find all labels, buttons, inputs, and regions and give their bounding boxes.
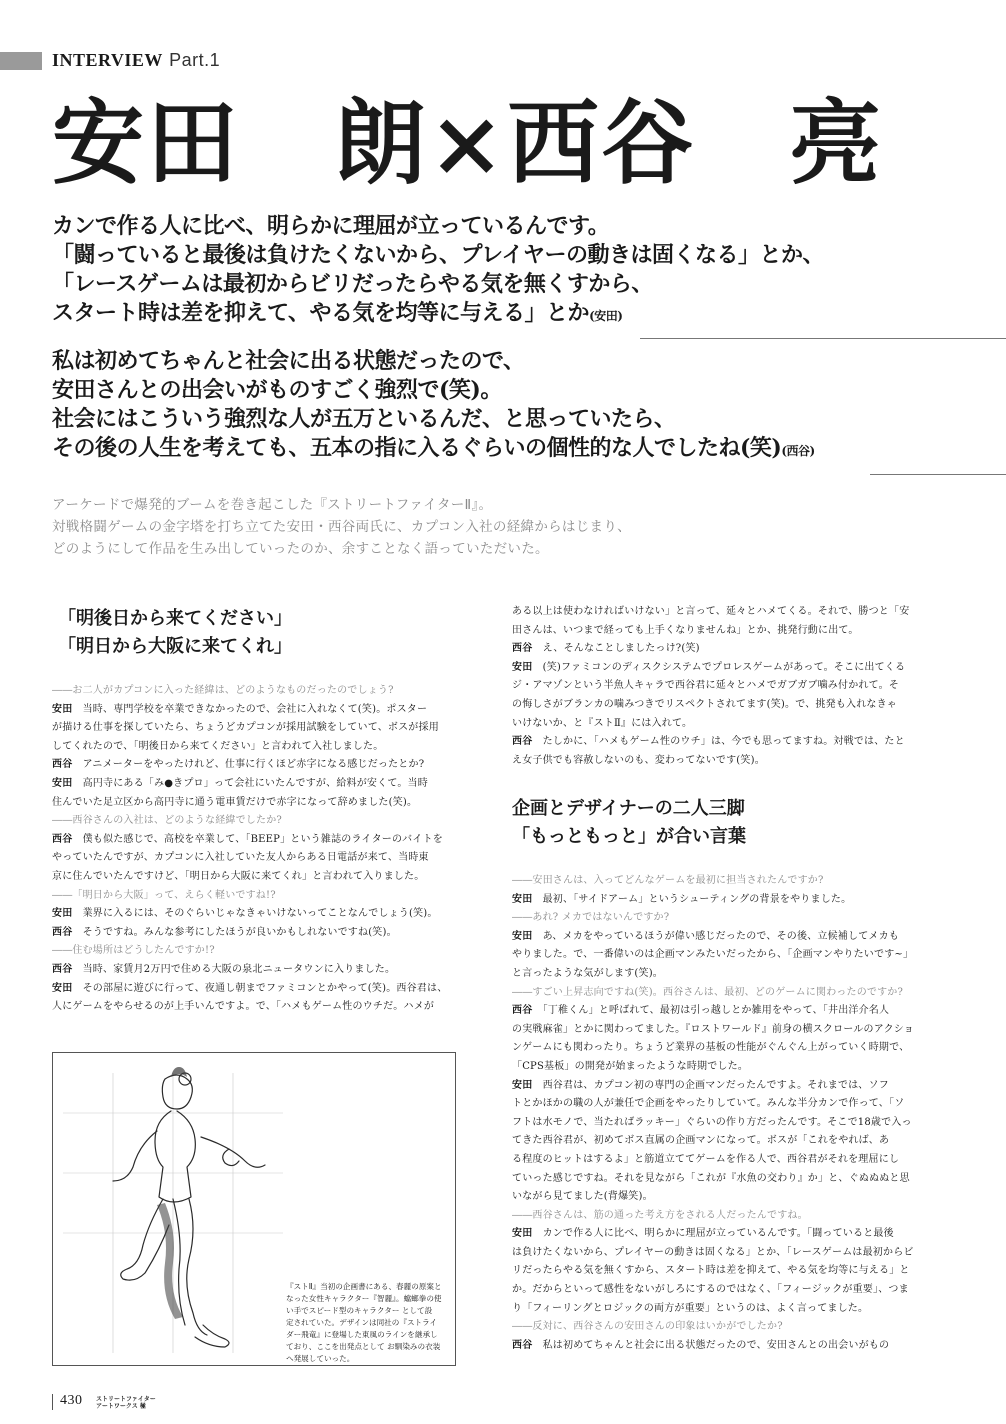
continuation-line: り「フィーリングとロジックの両方が重要」というのは、よく言ってました。 (512, 1302, 869, 1314)
speaker-name: 安田 (52, 777, 83, 789)
section-label (52, 50, 220, 71)
continuation-line: が描ける仕事を探していたら、ちょうどカプコンが採用試験をしていて、ボスが採用 (52, 722, 439, 734)
speaker-name: 西谷 (52, 759, 83, 771)
continuation-line: ンゲームにも関わったり。ちょうど業界の基板の性能がぐんぐん上がっていく時期で、 (512, 1042, 910, 1054)
caption-line: ダー飛竜』に登場した東風のラインを継承し (286, 1330, 438, 1339)
speaker-text: 僕も似た感じで、高校を卒業して、「BEEP」という雑誌のライターのバイトを (82, 833, 443, 845)
speaker-name: 安田 (512, 1228, 543, 1240)
continuation-line: ていった感じですね。それを見ながら「これが『水魚の交わり』か」と、ぐぬぬぬと思 (512, 1172, 910, 1184)
continuation-line: やりました。で、一番偉いのは企画マンみたいだったから、「企画マンやりたいです~」 (512, 949, 914, 961)
interview-body-right-top (512, 603, 916, 770)
interviewer-question: ――お二人がカプコンに入った経緯は、どのようなものだったのでしょう? (52, 685, 394, 696)
speaker-text: 私は初めてちゃんと社会に出る状態だったので、安田さんとの出会いがもの (542, 1339, 890, 1351)
interviewer-question: ――住む場所はどうしたんですか!? (52, 945, 215, 957)
continuation-line: 「CPS基板」の開発が始まったような時期でした。 (512, 1060, 749, 1072)
section-part: Part.1 (169, 50, 221, 70)
speaker-line (512, 1225, 916, 1244)
speaker-line (512, 659, 916, 678)
divider-rule (870, 474, 1006, 475)
speaker-text: 西谷君は、カプコン初の専門の企画マンだったんですよ。それまでは、ソフ (542, 1079, 889, 1091)
speaker-name: 西谷 (52, 833, 83, 845)
quote-line: 「レースゲームは最初からビリだったらやる気を無くすから、 (52, 271, 653, 297)
header-accent-bar (0, 52, 42, 70)
quote-line: 安田さんとの出会いがものすごく強烈で(笑)。 (52, 377, 502, 403)
continuation-line: ある以上は使わなければいけない」と言って、延々とハメてくる。それで、勝つと「安 (512, 606, 910, 617)
speaker-name: 西谷 (512, 1339, 543, 1351)
speaker-name: 安田 (512, 1079, 543, 1091)
speaker-name: 安田 (52, 982, 83, 994)
speaker-line (512, 1002, 916, 1021)
continuation-line: 人にゲームをやらせるのが上手いんですよ。で、「ハメもゲーム性のウチだ。ハメが (52, 1001, 435, 1013)
continuation-line: 田さんは、いつまで経っても上手くなりませんね」とか、挑発行動に出て。 (512, 624, 859, 636)
interview-body-left (52, 682, 456, 1017)
continuation-line: リだったらやる気を無くすから、スタート時は差を抑えて、やる気を均等に与える」と (512, 1265, 910, 1277)
continuation-line: え女子供でも容赦しないのも、変わってないです(笑)。 (512, 754, 765, 766)
interviewer-question: ――あれ? メカではないんですか? (512, 912, 670, 924)
continuation-line: の実戦麻雀」とかに関わってました。『ロストワールド』前身の横スクロールのアクショ (512, 1023, 914, 1035)
pull-quote-nishitani (52, 347, 815, 466)
speaker-text: あ、メカをやっているほうが偉い感じだったので、その後、立候補してメカも (542, 930, 900, 942)
quote-attribution: (安田) (589, 309, 623, 323)
speaker-text: カンで作る人に比べ、明らかに理屈が立っているんです。「闘っていると最後 (542, 1228, 894, 1240)
speaker-name: 安田 (52, 908, 83, 920)
caption-line: へ発展していった。 (286, 1354, 355, 1363)
continuation-line: は負けたくないから、プレイヤーの動きは固くなる」とか、「レースゲームは最初からビ (512, 1246, 914, 1258)
speaker-text: たしかに、「ハメもゲーム性のウチ」は、今でも思ってますね。対戦では、たと (542, 736, 905, 748)
pull-quote-yasuda (52, 212, 824, 331)
speaker-text: 業界に入るには、そのぐらいじゃなきゃいけないってことなんでしょう(笑)。 (82, 908, 438, 920)
quote-line-last (52, 299, 824, 331)
continuation-line: ジ・アマゾンという半魚人キャラで西谷君に延々とハメでガブガブ噛み付かれて。そ (512, 680, 899, 692)
quote-line: カンで作る人に比べ、明らかに理屈が立っているんです。 (52, 213, 610, 239)
quote-line: 「闘っていると最後は負けたくないから、プレイヤーの動きは固くなる」とか、 (52, 242, 825, 268)
interviewer-question: ――反対に、西谷さんの安田さんの印象はいかがでしたか? (512, 1321, 783, 1333)
heading-line: 「明日から大阪に来てくれ」 (58, 636, 292, 657)
speaker-name: 西谷 (52, 926, 83, 938)
continuation-line: 京に住んでいたんですけど、「明日から大阪に来てくれ」と言われて入りました。 (52, 870, 425, 882)
figure-caption (286, 1281, 454, 1365)
page-title: 安田 朗×西谷 亮 (52, 89, 884, 197)
quote-line-last (52, 434, 815, 466)
interviewer-question: ――すごい上昇志向ですね(笑)。西谷さんは、最初、どのゲームに関わったのですか? (512, 986, 904, 998)
heading-line: 「明後日から来てください」 (58, 608, 292, 629)
speaker-name: 西谷 (52, 963, 83, 975)
caption-line: 『ストⅡ』当初の企画書にある、春麗の原案と (286, 1282, 442, 1291)
continuation-line: フトは水モノで、当たればラッキー」ぐらいの作り方だったんです。そこで18歳で入っ (512, 1116, 912, 1128)
book-title-line: ストリートファイター (96, 1396, 156, 1403)
speaker-text: 当時、専門学校を卒業できなかったので、会社に入れなくて(笑)。ポスター (82, 703, 428, 715)
continuation-line: 住んでいた足立区から高円寺に通う電車賃だけで赤字になって辞めました(笑)。 (52, 796, 418, 808)
speaker-line (512, 928, 916, 947)
section-heading-2 (512, 795, 746, 851)
heading-line: 企画とデザイナーの二人三脚 (512, 798, 745, 819)
caption-line: い手でスピード型のキャラクター として設 (286, 1306, 433, 1315)
quote-line: 社会にはこういう強烈な人が五万といるんだ、と思っていたら、 (52, 406, 676, 432)
interviewer-question: ――「明日から大阪」って、えらく軽いですね!? (52, 889, 276, 901)
page-number: 430 (60, 1393, 83, 1408)
continuation-line: か。だからといって感性をないがしろにするのではなく、「フィージックが重要」、つま (512, 1284, 909, 1296)
continuation-line: やっていたんですが、カプコンに入社していた友人からある日電話が来て、当時東 (52, 852, 429, 864)
caption-line: 定されていた。デザインは同社の『ストライ (286, 1318, 438, 1327)
lead-paragraph (52, 494, 631, 560)
speaker-text: 最初、「サイドアーム」というシューティングの背景をやりました。 (542, 893, 852, 905)
lead-line: アーケードで爆発的ブームを巻き起こした『ストリートファイターⅡ』。 (52, 497, 493, 513)
speaker-line (52, 980, 456, 999)
speaker-line (52, 775, 456, 794)
quote-attribution: (西谷) (781, 444, 815, 458)
speaker-text: アニメーターをやったけれど、仕事に行くほど赤字になる感じだったとか? (82, 759, 425, 771)
divider-rule (640, 338, 1006, 339)
interviewer-question: ――西谷さんは、筋の通った考え方をされる人だったんですね。 (512, 1209, 808, 1221)
running-footer-title (96, 1396, 156, 1410)
speaker-line (52, 831, 456, 850)
speaker-line (512, 640, 916, 659)
continuation-line: いけないか、と『ストⅡ』には入れて。 (512, 717, 693, 729)
continuation-line: の悔しさがブランカの噛みつきでリスペクトされてます(笑)。で、挑発も入れなきゃ (512, 698, 898, 710)
continuation-line: トとかほかの職の人が兼任で企画をやったりしていて。みんな半分カンで作って、「ソ (512, 1098, 905, 1110)
speaker-name: 安田 (52, 703, 83, 715)
lead-line: どのようにして作品を生み出していったのか、余すことなく語っていただいた。 (52, 541, 549, 557)
speaker-line (52, 756, 456, 775)
speaker-line (52, 701, 456, 720)
continuation-line: る程度のヒットはするよ」と筋道立ててゲームを作る人で、西谷君がそれを理屈にし (512, 1153, 900, 1165)
lead-line: 対戦格闘ゲームの金字塔を打ち立てた安田・西谷両氏に、カプコン入社の経緯からはじまり、 (52, 519, 631, 535)
quote-line-text: スタート時は差を抑えて、やる気を均等に与える」とか (52, 300, 590, 326)
book-title-line: アートワークス 極 (96, 1403, 146, 1410)
speaker-name: 安田 (512, 930, 543, 942)
speaker-text: (笑)ファミコンのディスクシステムでプロレスゲームがあって。そこに出てくる (542, 661, 906, 673)
quote-line: 私は初めてちゃんと社会に出る状態だったので、 (52, 348, 525, 374)
quote-line-text: その後の人生を考えても、五本の指に入るぐらいの個性的な人でしたね(笑) (52, 435, 782, 461)
speaker-line (512, 1337, 916, 1356)
speaker-text: 当時、家賃月2万円で住める大阪の泉北ニュータウンに入りました。 (82, 963, 396, 975)
caption-line: なった女性キャラクター『智麗』。蟷螂拳の使 (286, 1294, 442, 1303)
interview-body-right-bottom (512, 872, 916, 1355)
speaker-line (512, 733, 916, 752)
speaker-line (52, 924, 456, 943)
speaker-line (52, 905, 456, 924)
continuation-line: してくれたので、「明後日から来てください」と言われて入社しました。 (52, 740, 384, 752)
speaker-text: 高円寺にある「み●きプロ」って会社にいたんですが、給料が安くて。当時 (82, 777, 428, 789)
interviewer-question: ――安田さんは、入ってどんなゲームを最初に担当されたんですか? (512, 875, 824, 886)
speaker-line (52, 961, 456, 980)
continuation-line: てきた西谷君が、初めてボス直属の企画マンになって。ボスが「これをやれば、あ (512, 1135, 890, 1147)
speaker-name: 西谷 (512, 736, 543, 748)
speaker-text: え、そんなことしましたっけ?(笑) (542, 643, 700, 655)
speaker-name: 安田 (512, 661, 543, 673)
speaker-name: 安田 (512, 893, 543, 905)
continuation-line: いながら見てました(背爆笑)。 (512, 1191, 653, 1203)
speaker-name: 西谷 (512, 1005, 543, 1017)
continuation-line: と言ったような気がします(笑)。 (512, 967, 664, 979)
speaker-line (512, 1077, 916, 1096)
speaker-text: そうですね。みんな参考にしたほうが良いかもしれないですね(笑)。 (82, 926, 397, 938)
caption-line: ており、ここを出発点として お馴染みの衣装 (286, 1342, 441, 1351)
speaker-name: 西谷 (512, 643, 543, 655)
speaker-text: その部屋に遊びに行って、夜通し朝までファミコンとかやって(笑)。西谷君は、 (82, 982, 448, 994)
speaker-line (512, 891, 916, 910)
interviewer-question: ――西谷さんの入社は、どのような経緯でしたか? (52, 815, 282, 827)
heading-line: 「もっともっと」が合い言葉 (512, 826, 746, 847)
folio-divider (52, 1394, 53, 1410)
section-heading-1 (58, 605, 292, 661)
section-label-text: INTERVIEW (52, 50, 163, 70)
speaker-text: 「丁稚くん」と呼ばれて、最初は引っ越しとか雑用をやって、「井出洋介名人 (542, 1005, 890, 1017)
